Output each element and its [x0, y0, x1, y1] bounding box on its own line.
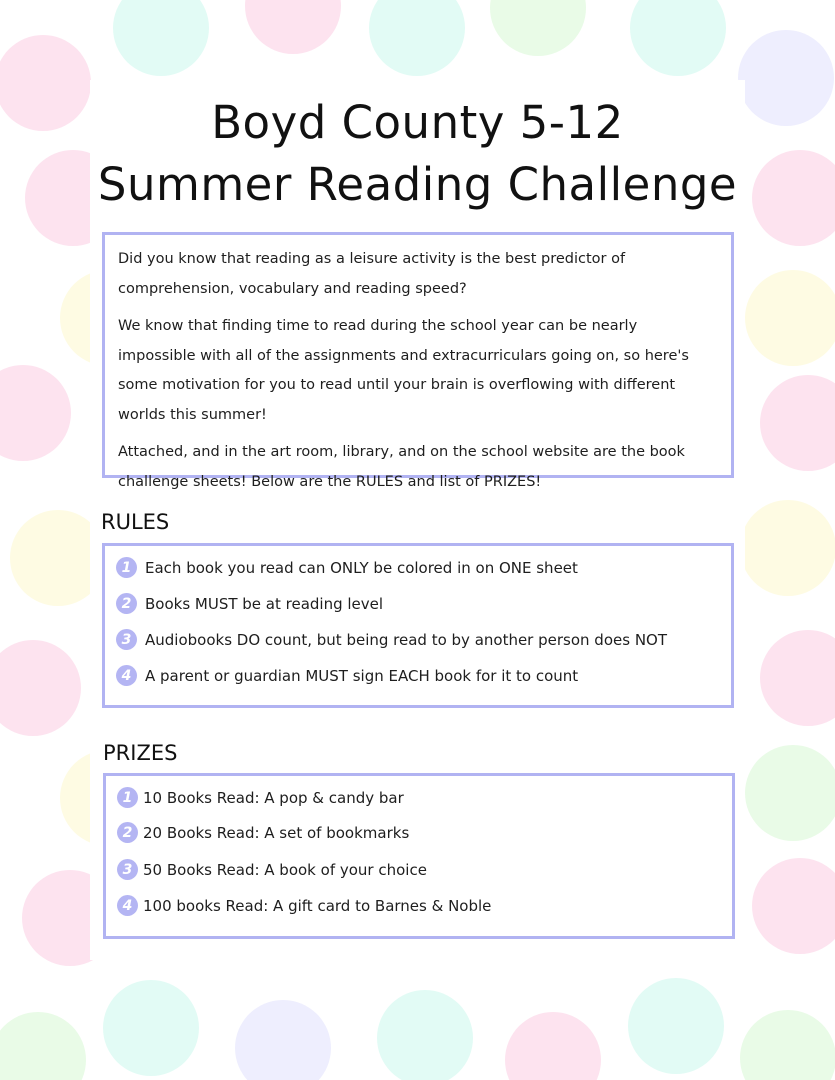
rule-text: Books MUST be at reading level: [145, 594, 384, 613]
background-dot: [752, 858, 835, 954]
background-dot: [103, 980, 199, 1076]
title-line-2: Summer Reading Challenge: [97, 158, 738, 211]
number-badge: 1: [117, 787, 138, 808]
background-dot: [235, 1000, 331, 1080]
prize-text: 10 Books Read: A pop & candy bar: [143, 788, 404, 807]
background-dot: [760, 375, 835, 471]
rule-item: [116, 593, 383, 614]
prize-item: [117, 895, 491, 916]
rules-heading: RULES: [101, 510, 170, 534]
prize-item: [117, 822, 409, 843]
background-dot: [505, 1012, 601, 1080]
number-badge: 1: [116, 557, 137, 578]
rule-text: Each book you read can ONLY be colored in on ONE sheet: [145, 558, 578, 577]
background-dot: [245, 0, 341, 54]
rule-item: [116, 665, 578, 686]
background-dot: [490, 0, 586, 56]
background-dot: [760, 630, 835, 726]
prize-text: 100 books Read: A gift card to Barnes & Noble: [143, 896, 492, 915]
intro-paragraph: Attached, and in the art room, library, and on the school website are the book challenge sheets! Below are the RULES and list of PRIZES!: [118, 444, 685, 490]
background-dot: [0, 1012, 86, 1080]
background-dot: [377, 990, 473, 1080]
page-title: [0, 92, 835, 216]
background-dot: [113, 0, 209, 76]
rule-item: [116, 629, 667, 650]
background-dot: [630, 0, 726, 76]
number-badge: 4: [116, 665, 137, 686]
background-dot: [628, 978, 724, 1074]
background-dot: [0, 640, 81, 736]
title-line-1: Boyd County 5-12: [211, 96, 624, 149]
background-dot: [740, 500, 835, 596]
number-badge: 4: [117, 895, 138, 916]
intro-paragraph: We know that finding time to read during the school year can be nearly impossible with all of the assignments and extracurriculars going on, so here's some motivation for you to read until your brain is overflowing with different worlds this summer!: [118, 318, 689, 423]
prizes-box: [103, 773, 735, 939]
number-badge: 3: [117, 859, 138, 880]
prize-text: 20 Books Read: A set of bookmarks: [143, 823, 410, 842]
prizes-heading: PRIZES: [103, 741, 178, 765]
number-badge: 2: [117, 822, 138, 843]
prize-item: [117, 859, 427, 880]
prize-item: [117, 787, 404, 808]
rules-box: [102, 543, 734, 708]
number-badge: 2: [116, 593, 137, 614]
background-dot: [369, 0, 465, 76]
intro-paragraph: Did you know that reading as a leisure activity is the best predictor of comprehension, vocabulary and reading speed?: [118, 251, 626, 297]
number-badge: 3: [116, 629, 137, 650]
background-dot: [745, 745, 835, 841]
intro-box: [102, 232, 734, 490]
background-dot: [745, 270, 835, 366]
rule-item: [116, 557, 578, 578]
rule-text: A parent or guardian MUST sign EACH book for it to count: [145, 666, 579, 685]
rule-text: Audiobooks DO count, but being read to by another person does NOT: [145, 630, 668, 649]
prize-text: 50 Books Read: A book of your choice: [143, 860, 427, 879]
background-dot: [0, 365, 71, 461]
background-dot: [740, 1010, 835, 1080]
